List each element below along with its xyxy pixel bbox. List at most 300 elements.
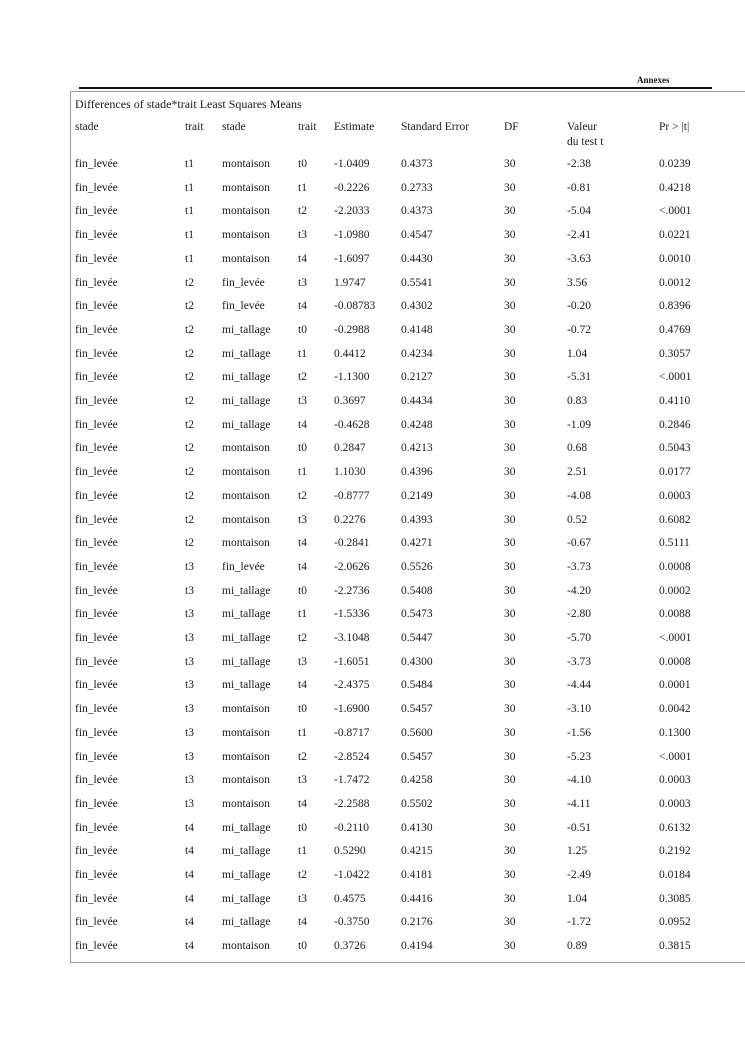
cell-df: 30	[504, 892, 516, 905]
cell-p-value: 0.4218	[659, 181, 691, 194]
cell-stade-1: fin_levée	[75, 489, 118, 502]
cell-t-value: -0.51	[567, 821, 591, 834]
cell-p-value: 0.2846	[659, 418, 691, 431]
col-header-estimate: Estimate	[334, 121, 375, 133]
cell-stade-2: mi_tallage	[222, 916, 271, 929]
cell-trait-1: t3	[185, 632, 194, 644]
cell-trait-1: t4	[185, 845, 194, 858]
cell-standard-error: 0.2149	[401, 489, 433, 502]
table-row	[0, 798, 745, 818]
cell-trait-1: t3	[185, 703, 194, 716]
cell-stade-1: fin_levée	[75, 323, 118, 336]
cell-t-value: -1.72	[567, 916, 591, 929]
cell-standard-error: 0.2176	[401, 916, 433, 929]
cell-trait-2: t1	[298, 608, 307, 621]
cell-p-value: 0.8396	[659, 300, 691, 313]
cell-standard-error: 0.4373	[401, 205, 433, 218]
table-row	[0, 679, 745, 699]
cell-stade-1: fin_levée	[75, 632, 118, 644]
cell-stade-1: fin_levée	[75, 158, 118, 170]
cell-standard-error: 0.4181	[401, 869, 433, 881]
cell-trait-1: t2	[185, 276, 194, 289]
cell-t-value: -5.23	[567, 750, 591, 763]
cell-trait-1: t3	[185, 750, 194, 763]
cell-trait-1: t2	[185, 347, 194, 360]
cell-standard-error: 0.4302	[401, 300, 433, 313]
cell-trait-1: t2	[185, 371, 194, 384]
cell-stade-2: fin_levée	[222, 276, 265, 289]
cell-standard-error: 0.5408	[401, 584, 433, 597]
cell-t-value: -5.70	[567, 632, 591, 644]
cell-df: 30	[504, 632, 516, 644]
cell-estimate: -1.6051	[334, 655, 370, 668]
cell-df: 30	[504, 513, 516, 526]
cell-p-value: 0.3815	[659, 940, 691, 953]
cell-stade-2: montaison	[222, 940, 270, 953]
cell-stade-2: montaison	[222, 229, 270, 242]
cell-estimate: -0.2110	[334, 821, 370, 834]
cell-stade-2: mi_tallage	[222, 418, 271, 431]
cell-p-value: 0.6132	[659, 821, 691, 834]
cell-stade-2: mi_tallage	[222, 323, 271, 336]
cell-stade-1: fin_levée	[75, 205, 118, 218]
cell-p-value: 0.5111	[659, 537, 690, 550]
cell-estimate: -0.08783	[334, 300, 376, 313]
col-header-t-value: Valeur du test t	[567, 121, 604, 148]
header-rule	[79, 87, 712, 89]
table-row	[0, 632, 745, 652]
cell-stade-1: fin_levée	[75, 181, 118, 194]
cell-standard-error: 0.5484	[401, 679, 433, 692]
cell-estimate: -1.1300	[334, 371, 370, 384]
cell-t-value: 0.89	[567, 940, 588, 953]
cell-trait-1: t3	[185, 726, 194, 739]
cell-standard-error: 0.4373	[401, 158, 433, 170]
cell-trait-1: t1	[185, 252, 194, 265]
cell-standard-error: 0.4148	[401, 323, 433, 336]
cell-p-value: 0.0001	[659, 679, 691, 692]
cell-trait-2: t2	[298, 869, 307, 881]
cell-stade-2: mi_tallage	[222, 845, 271, 858]
cell-df: 30	[504, 750, 516, 763]
table-row	[0, 466, 745, 486]
cell-trait-2: t2	[298, 371, 307, 384]
cell-estimate: -0.2988	[334, 323, 370, 336]
cell-p-value: 0.4110	[659, 395, 691, 407]
cell-df: 30	[504, 916, 516, 929]
cell-p-value: 0.0177	[659, 466, 691, 479]
table-row	[0, 371, 745, 391]
cell-standard-error: 0.2733	[401, 181, 433, 194]
cell-df: 30	[504, 560, 516, 573]
table-row	[0, 537, 745, 557]
cell-estimate: 0.3697	[334, 395, 366, 407]
cell-trait-2: t4	[298, 418, 307, 431]
cell-trait-1: t3	[185, 679, 194, 692]
cell-stade-1: fin_levée	[75, 513, 118, 526]
table-row	[0, 300, 745, 320]
cell-t-value: -0.20	[567, 300, 591, 313]
cell-trait-2: t0	[298, 323, 307, 336]
cell-trait-2: t2	[298, 632, 307, 644]
cell-t-value: -4.08	[567, 489, 591, 502]
cell-df: 30	[504, 797, 516, 810]
cell-stade-2: mi_tallage	[222, 679, 271, 692]
cell-t-value: -3.10	[567, 703, 591, 716]
cell-df: 30	[504, 229, 516, 242]
cell-stade-2: montaison	[222, 181, 270, 194]
table-row	[0, 822, 745, 842]
cell-estimate: -0.2841	[334, 537, 370, 550]
cell-standard-error: 0.4271	[401, 537, 433, 550]
cell-t-value: -0.67	[567, 537, 591, 550]
cell-p-value: 0.0010	[659, 252, 691, 265]
cell-df: 30	[504, 679, 516, 692]
cell-stade-1: fin_levée	[75, 418, 118, 431]
table-row	[0, 774, 745, 794]
cell-estimate: -2.4375	[334, 679, 370, 692]
cell-stade-2: montaison	[222, 513, 270, 526]
cell-standard-error: 0.4213	[401, 442, 433, 455]
cell-standard-error: 0.4258	[401, 774, 433, 787]
cell-df: 30	[504, 489, 516, 502]
cell-estimate: -1.5336	[334, 608, 370, 621]
table-row	[0, 395, 745, 415]
cell-stade-2: montaison	[222, 442, 270, 455]
cell-estimate: -2.0626	[334, 560, 370, 573]
cell-stade-1: fin_levée	[75, 750, 118, 763]
cell-trait-2: t0	[298, 158, 307, 170]
cell-p-value: 0.0003	[659, 774, 691, 787]
cell-t-value: -4.20	[567, 584, 591, 597]
cell-stade-1: fin_levée	[75, 869, 118, 881]
cell-stade-1: fin_levée	[75, 608, 118, 621]
cell-p-value: 0.5043	[659, 442, 691, 455]
cell-standard-error: 0.4300	[401, 655, 433, 668]
cell-t-value: -0.72	[567, 323, 591, 336]
table-row	[0, 703, 745, 723]
cell-trait-1: t3	[185, 797, 194, 810]
cell-p-value: <.0001	[659, 371, 692, 384]
cell-trait-2: t1	[298, 466, 307, 479]
cell-stade-2: mi_tallage	[222, 821, 271, 834]
cell-df: 30	[504, 252, 516, 265]
cell-trait-2: t4	[298, 537, 307, 550]
cell-stade-1: fin_levée	[75, 584, 118, 597]
cell-stade-1: fin_levée	[75, 821, 118, 834]
cell-p-value: 0.1300	[659, 726, 691, 739]
table-row	[0, 490, 745, 510]
cell-stade-2: mi_tallage	[222, 395, 271, 407]
cell-standard-error: 0.4130	[401, 821, 433, 834]
cell-trait-2: t3	[298, 774, 307, 787]
cell-stade-1: fin_levée	[75, 774, 118, 787]
table-row	[0, 893, 745, 913]
cell-df: 30	[504, 726, 516, 739]
cell-stade-2: montaison	[222, 726, 270, 739]
col-header-stade-2: stade	[222, 121, 246, 133]
cell-standard-error: 0.4215	[401, 845, 433, 858]
cell-estimate: -1.0980	[334, 229, 370, 242]
cell-stade-1: fin_levée	[75, 371, 118, 384]
cell-standard-error: 0.4396	[401, 466, 433, 479]
cell-estimate: -2.2033	[334, 205, 370, 218]
cell-stade-1: fin_levée	[75, 466, 118, 479]
cell-stade-2: montaison	[222, 797, 270, 810]
cell-t-value: 0.52	[567, 513, 588, 526]
cell-standard-error: 0.5541	[401, 276, 433, 289]
cell-stade-1: fin_levée	[75, 726, 118, 739]
cell-stade-1: fin_levée	[75, 252, 118, 265]
cell-trait-2: t4	[298, 300, 307, 313]
cell-estimate: -1.0422	[334, 869, 370, 881]
cell-df: 30	[504, 158, 516, 170]
cell-stade-1: fin_levée	[75, 276, 118, 289]
cell-trait-2: t4	[298, 252, 307, 265]
table-row	[0, 585, 745, 605]
cell-trait-1: t2	[185, 323, 194, 336]
cell-trait-2: t0	[298, 442, 307, 455]
cell-standard-error: 0.5447	[401, 632, 433, 644]
col-header-trait-2: trait	[298, 121, 317, 133]
cell-trait-2: t1	[298, 845, 307, 858]
cell-t-value: 3.56	[567, 276, 588, 289]
cell-stade-2: mi_tallage	[222, 632, 271, 644]
cell-p-value: <.0001	[659, 750, 692, 763]
cell-estimate: 0.4575	[334, 892, 366, 905]
cell-t-value: -5.04	[567, 205, 591, 218]
cell-p-value: 0.4769	[659, 323, 691, 336]
cell-df: 30	[504, 181, 516, 194]
cell-p-value: <.0001	[659, 205, 692, 218]
cell-t-value: 0.83	[567, 395, 588, 407]
cell-stade-1: fin_levée	[75, 797, 118, 810]
cell-stade-1: fin_levée	[75, 892, 118, 905]
cell-estimate: -2.2588	[334, 797, 370, 810]
cell-estimate: 0.5290	[334, 845, 366, 858]
cell-estimate: -1.6900	[334, 703, 370, 716]
cell-p-value: 0.0002	[659, 584, 691, 597]
cell-trait-1: t1	[185, 229, 194, 242]
cell-stade-1: fin_levée	[75, 560, 118, 573]
cell-trait-1: t4	[185, 940, 194, 953]
cell-trait-1: t1	[185, 158, 194, 170]
cell-trait-1: t4	[185, 869, 194, 881]
cell-standard-error: 0.2127	[401, 371, 433, 384]
cell-estimate: 0.4412	[334, 347, 366, 360]
cell-trait-2: t0	[298, 584, 307, 597]
cell-t-value: -1.56	[567, 726, 591, 739]
cell-df: 30	[504, 869, 516, 881]
cell-trait-2: t2	[298, 489, 307, 502]
cell-stade-2: montaison	[222, 537, 270, 550]
cell-trait-1: t1	[185, 205, 194, 218]
cell-stade-2: fin_levée	[222, 560, 265, 573]
cell-p-value: 0.0003	[659, 489, 691, 502]
cell-stade-1: fin_levée	[75, 845, 118, 858]
cell-trait-1: t3	[185, 608, 194, 621]
table-row	[0, 561, 745, 581]
cell-stade-2: montaison	[222, 750, 270, 763]
cell-trait-2: t1	[298, 726, 307, 739]
cell-df: 30	[504, 300, 516, 313]
cell-t-value: -2.80	[567, 608, 591, 621]
cell-stade-1: fin_levée	[75, 347, 118, 360]
cell-trait-1: t3	[185, 655, 194, 668]
cell-estimate: -1.6097	[334, 252, 370, 265]
cell-trait-1: t2	[185, 418, 194, 431]
cell-stade-2: montaison	[222, 205, 270, 218]
cell-df: 30	[504, 821, 516, 834]
cell-standard-error: 0.4416	[401, 892, 433, 905]
cell-estimate: 1.9747	[334, 276, 366, 289]
cell-df: 30	[504, 584, 516, 597]
cell-t-value: -4.44	[567, 679, 591, 692]
cell-estimate: -1.7472	[334, 774, 370, 787]
cell-stade-1: fin_levée	[75, 940, 118, 953]
cell-estimate: 0.2276	[334, 513, 366, 526]
cell-estimate: -1.0409	[334, 158, 370, 170]
cell-p-value: 0.3085	[659, 892, 691, 905]
cell-df: 30	[504, 323, 516, 336]
cell-p-value: 0.0008	[659, 655, 691, 668]
cell-t-value: -2.41	[567, 229, 591, 242]
table-row	[0, 869, 745, 889]
cell-estimate: -0.4628	[334, 418, 370, 431]
cell-estimate: -0.2226	[334, 181, 370, 194]
cell-stade-2: mi_tallage	[222, 584, 271, 597]
cell-t-value: 0.68	[567, 442, 588, 455]
col-header-standard-error: Standard Error	[401, 121, 470, 133]
cell-df: 30	[504, 371, 516, 384]
table-row	[0, 916, 745, 936]
cell-trait-1: t2	[185, 513, 194, 526]
cell-p-value: 0.6082	[659, 513, 691, 526]
table-title: Differences of stade*trait Least Squares Means	[75, 97, 302, 111]
cell-trait-1: t2	[185, 466, 194, 479]
cell-t-value: -2.38	[567, 158, 591, 170]
cell-trait-2: t0	[298, 940, 307, 953]
col-header-df: DF	[504, 121, 519, 133]
table-row	[0, 514, 745, 534]
cell-p-value: 0.3057	[659, 347, 691, 360]
cell-stade-2: mi_tallage	[222, 608, 271, 621]
cell-df: 30	[504, 703, 516, 716]
cell-trait-1: t4	[185, 916, 194, 929]
cell-df: 30	[504, 442, 516, 455]
cell-trait-2: t3	[298, 395, 307, 407]
cell-estimate: -0.8717	[334, 726, 370, 739]
table-row	[0, 253, 745, 273]
cell-trait-2: t3	[298, 513, 307, 526]
cell-t-value: -3.73	[567, 655, 591, 668]
cell-p-value: 0.0221	[659, 229, 691, 242]
cell-df: 30	[504, 940, 516, 953]
table-row	[0, 656, 745, 676]
cell-standard-error: 0.5526	[401, 560, 433, 573]
table-row	[0, 348, 745, 368]
cell-stade-1: fin_levée	[75, 229, 118, 242]
cell-estimate: 0.2847	[334, 442, 366, 455]
page-header-label: Annexes	[637, 75, 670, 85]
cell-standard-error: 0.5600	[401, 726, 433, 739]
cell-stade-1: fin_levée	[75, 442, 118, 455]
cell-df: 30	[504, 655, 516, 668]
cell-standard-error: 0.5502	[401, 797, 433, 810]
table-row	[0, 277, 745, 297]
cell-df: 30	[504, 347, 516, 360]
cell-stade-2: mi_tallage	[222, 347, 271, 360]
cell-trait-2: t3	[298, 229, 307, 242]
table-row	[0, 229, 745, 249]
cell-trait-2: t4	[298, 797, 307, 810]
cell-t-value: -4.10	[567, 774, 591, 787]
cell-trait-1: t4	[185, 821, 194, 834]
cell-trait-1: t2	[185, 395, 194, 407]
cell-estimate: -0.3750	[334, 916, 370, 929]
cell-trait-2: t4	[298, 560, 307, 573]
cell-trait-1: t4	[185, 892, 194, 905]
table-row	[0, 324, 745, 344]
cell-stade-2: mi_tallage	[222, 892, 271, 905]
cell-p-value: 0.2192	[659, 845, 691, 858]
cell-trait-2: t4	[298, 679, 307, 692]
table-row	[0, 608, 745, 628]
cell-df: 30	[504, 418, 516, 431]
cell-standard-error: 0.4393	[401, 513, 433, 526]
cell-t-value: -2.49	[567, 869, 591, 881]
cell-stade-1: fin_levée	[75, 679, 118, 692]
cell-p-value: 0.0088	[659, 608, 691, 621]
cell-estimate: 1.1030	[334, 466, 366, 479]
cell-trait-2: t0	[298, 703, 307, 716]
col-header-stade-1: stade	[75, 121, 99, 133]
cell-trait-1: t1	[185, 181, 194, 194]
cell-t-value: -4.11	[567, 797, 591, 810]
cell-stade-2: montaison	[222, 774, 270, 787]
cell-stade-1: fin_levée	[75, 537, 118, 550]
cell-df: 30	[504, 466, 516, 479]
table-row	[0, 158, 745, 178]
cell-trait-2: t3	[298, 892, 307, 905]
cell-stade-2: montaison	[222, 252, 270, 265]
cell-t-value: -5.31	[567, 371, 591, 384]
cell-stade-2: mi_tallage	[222, 869, 271, 881]
cell-standard-error: 0.4248	[401, 418, 433, 431]
cell-standard-error: 0.5473	[401, 608, 433, 621]
cell-estimate: -3.1048	[334, 632, 370, 644]
cell-trait-2: t0	[298, 821, 307, 834]
cell-trait-2: t1	[298, 347, 307, 360]
cell-df: 30	[504, 537, 516, 550]
cell-trait-2: t1	[298, 181, 307, 194]
cell-trait-1: t2	[185, 442, 194, 455]
cell-p-value: 0.0003	[659, 797, 691, 810]
cell-trait-1: t3	[185, 560, 194, 573]
cell-estimate: -0.8777	[334, 489, 370, 502]
cell-p-value: 0.0042	[659, 703, 691, 716]
cell-t-value: 1.25	[567, 845, 588, 858]
cell-p-value: 0.0008	[659, 560, 691, 573]
table-row	[0, 940, 745, 960]
cell-stade-2: montaison	[222, 466, 270, 479]
cell-df: 30	[504, 276, 516, 289]
cell-df: 30	[504, 608, 516, 621]
cell-t-value: 1.04	[567, 347, 588, 360]
cell-p-value: <.0001	[659, 632, 692, 644]
table-row	[0, 419, 745, 439]
cell-df: 30	[504, 205, 516, 218]
